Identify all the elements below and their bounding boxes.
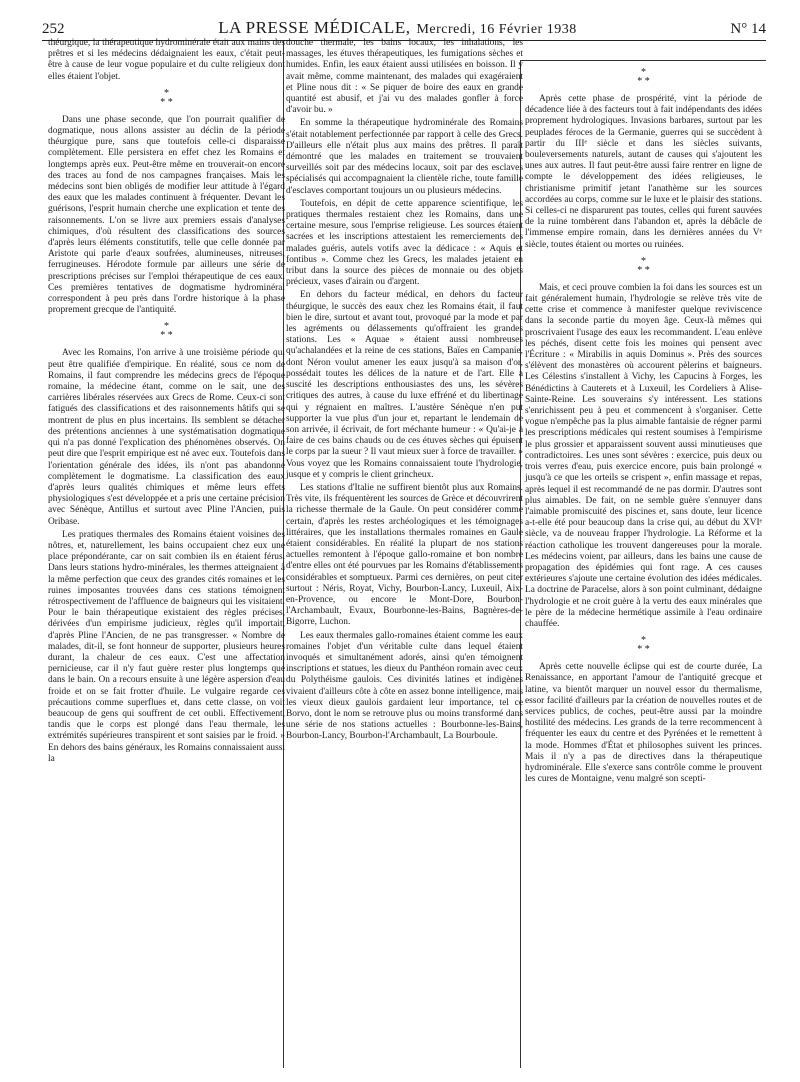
journal-title <box>218 18 577 38</box>
paragraph: théurgique, la thérapeutique hydrominérale était aux mains des prêtres et si les médecins dédaignaient les eaux, c'était peut-être à cause de leur vogue populaire et du culte religieux dont elles étaient l'objet. <box>48 38 285 82</box>
paragraph: Avec les Romains, l'on arrive à une troisième période qui peut être qualifiée d'empirique. En réalité, sous ce nom de Romains, il faut comprendre les médecins grecs de l'époque romaine, la médecine étant, comme on le sait, une des carrières libérales réservées aux Grecs de Rome. Ceux-ci sont fatigués des classifications et des raisonnements hâtifs qui se montrent de plus en plus incertains. Ils semblent se détacher des prétentions anciennes à une systématisation dogmatique qui n'a pas donné l'explication des phénomènes observés. On peut dire que l'esprit empirique est né avec eux. Toutefois dans l'orientation générale des idées, ils n'ont pas abandonné complètement le dogmatisme. La classification des eaux d'après leurs qualités chimiques et même leurs effets physiologiques s'est développée et a pris une certaine précision avec Sénèque, Antillus et surtout avec Pline l'Ancien, puis Oribase. <box>48 348 285 527</box>
paragraph: Après cette phase de prospérité, vint la période de décadence liée à des facteurs tout à fait indépendants des idées proprement hydrologiques. Invasions barbares, surtout par les peuplades féroces de la Germanie, guerres qui se succèdent à partir du IIIᵉ siècle et dans les siècles suivants, bouleversements naturels, autant de causes qui s'ajoutent les unes aux autres. Il faut peut-être aussi faire rentrer en ligne de compte le développement des idées religieuses, le christianisme primitif jetant l'anathème sur les sources accordées au corps, comme sur le luxe et le plaisir des stations. Si celles-ci ne disparurent pas toutes, celles qui furent sauvées de la ruine tombèrent dans l'abandon et, après la débâcle de l'immense empire romain, dans les dernières années du Vᵉ siècle, toutes étaient ou mortes ou ruinées. <box>525 94 762 250</box>
issue-number: N° 14 <box>730 21 766 37</box>
paragraph: Après cette nouvelle éclipse qui est de courte durée, La Renaissance, en apportant l'amour de l'antiquité grecque et latine, va bientôt marquer un nouvel essor du thermalisme, essor facilité d'ailleurs par la création de nouvelles routes et de services publics, de coches, peut-être aussi par la moindre hostilité des médecins. Les grands de la terre recommencent à fréquenter les eaux du centre et des Pyrénées et le remettent à la mode. Hommes d'État et philosophes suivent les princes. Mais il n'y a pas de directives dans la thérapeutique hydrominérale. Elle s'exerce sans contrôle comme le prouvent les cures de Montaigne, venu malgré son scepti- <box>525 662 762 785</box>
section-separator: * * * <box>637 67 650 87</box>
paragraph: douche thermale, les bains locaux, les inhalations, les massages, les étuves thérapeutiques, les fumigations sèches et humides. Enfin, les eaux étaient aussi utilisées en boisson. Il y avait même, comme maintenant, des malades qui exagéraient et Pline nous dit : « Se piquer de boire des eaux en grande quantité est abusif, et j'ai vu des malades gonfler à force d'avoir bu. » <box>286 38 523 116</box>
paragraph: Les eaux thermales gallo-romaines étaient comme les eaux romaines l'objet d'un véritable culte dans lequel étaient invoqués et simultanément adorés, ainsi qu'en témoignent inscriptions et statues, les dieux du Panthéon romain avec ceux du Polythéisme gaulois. Ces divinités latines et indigènes vivaient d'ailleurs côte à côte en assez bonne intelligence, mais les vieux dieux gaulois gardaient leur importance, tel ce Borvo, dont le nom se retrouve plus ou moins transformé dans une série de nos stations actuelles : Bourbonne-les-Bains, Bourbon-Lancy, Bourbon-l'Archambault, La Bourboule. <box>286 630 523 742</box>
paragraph: En somme la thérapeutique hydrominérale des Romains s'était notablement perfectionnée par rapport à celle des Grecs. D'ailleurs elle n'était plus aux mains des prêtres. Il paraît démontré que les malades en traitement se trouvaient surveillés soit par des médecins locaux, soit par des esclaves spécialisés qui accompagnaient la clientèle riche, toute famille d'esclaves comportant toujours un ou plusieurs médecins. <box>286 118 523 196</box>
paragraph: Toutefois, en dépit de cette apparence scientifique, les pratiques thermales restaient chez les Romains, dans une certaine mesure, sous l'emprise religieuse. Les sources étaient sacrées et les inscriptions attestaient les remerciements des malades guéris, autels votifs avec la dédicace : « Aquis et fontibus ». Comme chez les Grecs, les malades jetaient en tribut dans la source des pièces de monnaie ou des objets précieux, vases d'airain ou d'argent. <box>286 198 523 288</box>
section-separator: * * * <box>160 321 173 342</box>
paragraph: Les stations d'Italie ne suffirent bientôt plus aux Romains. Très vite, ils fréquentèrent les sources de Grèce et découvrirent la richesse thermale de la Gaule. On peut considérer comme certain, d'après les restes archéologiques et les témoignages littéraires, que les installations thermales romaines en Gaule étaient considérables. En réalité la plupart de nos stations actuelles remontent à l'époque gallo-romaine et bon nombre d'entre elles ont été pourvues par les Romains d'établissements considérables et somptueux. Parmi ces dernières, on peut citer surtout : Néris, Royat, Vichy, Bourbon-Lancy, Luxeuil, Aix-en-Provence, ou encore le Mont-Dore, Bourbon-l'Archambault, Evaux, Bourbonne-les-Bains, Bagnères-de-Bigorre, Luchon. <box>286 482 523 628</box>
column-1 <box>48 38 285 767</box>
section-separator: * * * <box>160 87 173 108</box>
section-separator: * * * <box>637 255 650 276</box>
journal-name: LA PRESSE MÉDICALE, <box>218 18 411 37</box>
box-top-rule <box>520 60 766 61</box>
paragraph: Dans une phase seconde, que l'on pourrait qualifier de dogmatique, nous allons assister au déclin de la période théurgique pure, sans que toutefois celle-ci disparaisse complètement. Elle persistera en effet chez les Romains et longtemps après eux. Peut-être même en trouverait-on encore des traces au fond de nos campagnes françaises. Mais les médecins sont bien obligés de modifier leur attitude à l'égard des eaux que les malades continuent à fréquenter. Devant les guérisons, l'esprit humain cherche une explication et tente des raisonnements. L'on se livre aux premiers essais d'analyses chimiques, d'où résultent des classifications des sources d'après leurs éléments constitutifs, telle que celle donnée par Aristote qui parle d'eaux soufrées, alumineuses, nitreuses, ferrugineuses. Hérodote formule par ailleurs une série de prescriptions précises sur l'emploi thérapeutique de ces eaux. Ces premières tentatives de dogmatisme hydrominéral correspondent à peu près dans l'ordre historique à la phase proprement grecque de l'antiquité. <box>48 114 285 316</box>
column-2 <box>286 38 523 745</box>
issue-date: Mercredi, 16 Février 1938 <box>416 22 577 37</box>
paragraph: Mais, et ceci prouve combien la foi dans les sources est un fait généralement humain, l'hydrologie se relève très vite de cette crise et commence à manifester quelque reviviscence dans la seconde partie du moyen âge. Ceux-là mêmes qui proscrivaient l'usage des eaux les recommandent. L'eau enlève les péchés, disent cette fois les moines qui pensent avec l'Écriture : « Mirabilis in aquis Dominus ». Près des sources s'élèvent des monastères où accourent pèlerins et baigneurs. Les Célestins s'installent à Vichy, les Capucins à Forges, les Bénédictins à Cauterets et à Luxeuil, les Cordeliers à Alise-Sainte-Reine. Les souverains s'y intéressent. Les stations s'enrichissent peu à peu et commencent à s'organiser. Cette vogue n'empêche pas la plus aimable fantaisie de régner parmi les prescriptions médicales qui restent soumises à l'empirisme le plus grossier et apparaissent souvent aussi minutieuses que contradictoires. Les unes sont sévères : exercice, puis deux ou trois verres d'eau, puis exercice encore, puis bain prolongé « jusqu'à ce que les orteils se crispent », enfin massage et repas, après lequel il est recommandé de ne pas dormir. D'autres sont plus aimables. De fait, on ne semble guère s'ennuyer dans l'aimable promiscuité des piscines et, sans doute, leur licence a-t-elle été pour beaucoup dans la crise qui, au début du XVIᵉ siècle, va de nouveau frapper l'hydrologie. La Réforme et la réaction catholique les trouvent dangereuses pour la morale. Les médecins voient, par ailleurs, dans les bains une cause de propagation des épidémies qui font rage. A ces causes extérieures s'ajoute une certaine évolution des idées médicales. La doctrine de Paracelse, alors à son point culminant, dédaigne l'hydrologie et ne croit guère à la vertu des eaux minérales que le père de la médecine hermétique assimile à l'eau ordinaire chauffée. <box>525 282 762 629</box>
paragraph: Les pratiques thermales des Romains étaient voisines des nôtres, et, naturellement, les bains occupaient chez eux une place prépondérante, car on sait combien ils en étaient férus. Dans leurs stations hydro-minérales, les thermes atteignaient à la même perfection que ceux des grandes cités romaines et les ruines imposantes trouvées dans ces stations témoignent rétrospectivement de l'affluence de baigneurs qui les visitaient. Pour le bain thérapeutique existaient des règles précises, dérivées d'un empirisme judicieux, règles qu'il importait, d'après Pline l'Ancien, de ne pas transgresser. « Nombre de malades, dit-il, se font honneur de supporter, plusieurs heures durant, la chaleur de ces eaux. C'est une affectation pernicieuse, car il n'y faut guère rester plus longtemps que dans le bain. On a recours ensuite à une légère aspersion d'eau froide et on se fait frotter d'huile. Le vulgaire regarde ces précautions comme superflues et, dans cette classe, on voit beaucoup de gens qui souffrent de cet oubli. Effectivement, tandis que le corps est plongé dans l'eau thermale, les extrémités supérieures transpirent et sont saisies par le froid. » En dehors des bains généraux, les Romains connaissaient aussi la <box>48 529 285 764</box>
section-separator: * * * <box>637 635 650 656</box>
page-number: 252 <box>42 21 65 37</box>
column-3 <box>525 62 762 787</box>
paragraph: En dehors du facteur médical, en dehors du facteur théurgique, le succès des eaux chez les Romains était, il faut bien le dire, surtout et avant tout, provoqué par la mode et par les agréments ou délassements qu'offraient les grandes stations. Les « Aquae » étaient aussi nombreuses qu'achalandées et la reine de ces stations, Baïes en Campanie, dont Néron voulut amener les eaux jusqu'à sa maison d'or, possédait toutes les délices de la nature et de l'art. Elle a suscité les descriptions enthousiastes des uns, les sévères critiques des autres, à cause du luxe effréné et du libertinage qui y régnaient en maîtres. L'austère Sénèque n'en put supporter la vue plus d'un jour et, repartant le lendemain de son arrivée, il écrivait, de fort méchante humeur : « Qu'ai-je à faire de ces bains chauds ou de ces étuves sèches qui épuisent le corps par la sueur ? Il vaut mieux suer à force de travailler. » Vous voyez que les Romains connaissaient toute l'hydrologie, jusque et y compris le client grincheux. <box>286 290 523 480</box>
